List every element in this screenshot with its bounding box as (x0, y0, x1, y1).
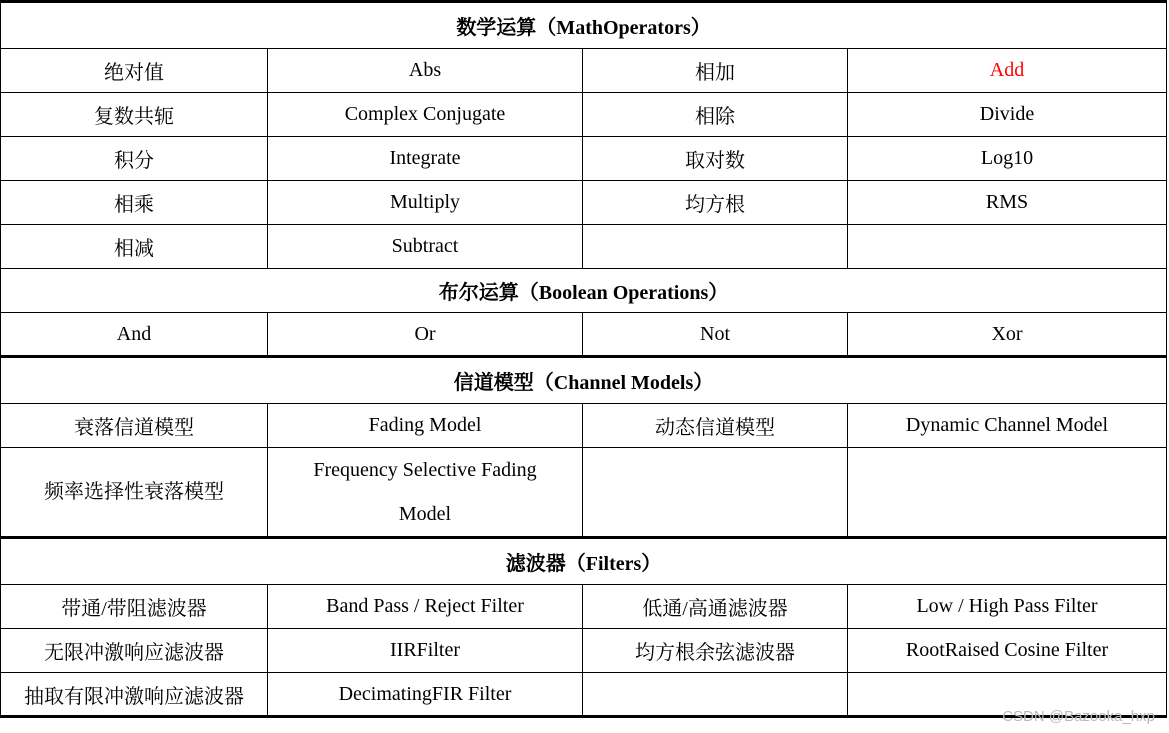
table-row (1, 93, 1167, 137)
table-row (1, 585, 1167, 629)
cell-cn: 低通/高通滤波器 (583, 585, 848, 629)
table-row (1, 404, 1167, 448)
table-row (1, 49, 1167, 93)
table-row (1, 225, 1167, 269)
cell-en: IIRFilter (268, 629, 583, 673)
table-row (1, 137, 1167, 181)
cell-en: RootRaised Cosine Filter (848, 629, 1167, 673)
cell-en: Subtract (268, 225, 583, 269)
cell-cn: 无限冲激响应滤波器 (1, 629, 268, 673)
cell-en: Multiply (268, 181, 583, 225)
section-title-boolean: 布尔运算（Boolean Operations） (1, 269, 1167, 313)
cell-cn: 相除 (583, 93, 848, 137)
section-title-filters: 滤波器（Filters） (1, 538, 1167, 585)
cell-en: Low / High Pass Filter (848, 585, 1167, 629)
cell-en: Abs (268, 49, 583, 93)
cell-cn: 均方根余弦滤波器 (583, 629, 848, 673)
cell-cn: 绝对值 (1, 49, 268, 93)
cell-empty (583, 673, 848, 717)
cell-en: Xor (848, 313, 1167, 357)
cell-en: Log10 (848, 137, 1167, 181)
cell-empty (583, 225, 848, 269)
cell-empty (583, 448, 848, 538)
section-header-row (1, 538, 1167, 585)
table-row (1, 673, 1167, 717)
cell-en: Divide (848, 93, 1167, 137)
cell-cn: 频率选择性衰落模型 (1, 448, 268, 538)
cell-cn: 积分 (1, 137, 268, 181)
cell-en: Or (268, 313, 583, 357)
cell-cn: 相加 (583, 49, 848, 93)
cell-en: RMS (848, 181, 1167, 225)
cell-cn: 带通/带阻滤波器 (1, 585, 268, 629)
cell-en: Fading Model (268, 404, 583, 448)
cell-en: And (1, 313, 268, 357)
watermark: CSDN @Bazooka_hxp (1002, 708, 1155, 725)
cell-cn: 相乘 (1, 181, 268, 225)
cell-cn: 抽取有限冲激响应滤波器 (1, 673, 268, 717)
table-row (1, 181, 1167, 225)
cell-empty (848, 448, 1167, 538)
cell-en-highlight: Add (848, 49, 1167, 93)
cell-cn: 复数共轭 (1, 93, 268, 137)
section-header-row (1, 2, 1167, 49)
cell-en: Not (583, 313, 848, 357)
section-title-channel: 信道模型（Channel Models） (1, 357, 1167, 404)
cell-empty (848, 225, 1167, 269)
section-header-row (1, 357, 1167, 404)
cell-en: DecimatingFIR Filter (268, 673, 583, 717)
cell-cn: 均方根 (583, 181, 848, 225)
cell-en: Complex Conjugate (268, 93, 583, 137)
cell-en: Dynamic Channel Model (848, 404, 1167, 448)
cell-en: Integrate (268, 137, 583, 181)
cell-cn: 动态信道模型 (583, 404, 848, 448)
section-header-row (1, 269, 1167, 313)
table-row (1, 629, 1167, 673)
table-row (1, 313, 1167, 357)
cell-en: Frequency Selective Fading Model (268, 448, 583, 538)
section-title-math: 数学运算（MathOperators） (1, 2, 1167, 49)
cell-en: Band Pass / Reject Filter (268, 585, 583, 629)
table-row (1, 448, 1167, 538)
cell-cn: 衰落信道模型 (1, 404, 268, 448)
cell-cn: 相减 (1, 225, 268, 269)
cell-cn: 取对数 (583, 137, 848, 181)
